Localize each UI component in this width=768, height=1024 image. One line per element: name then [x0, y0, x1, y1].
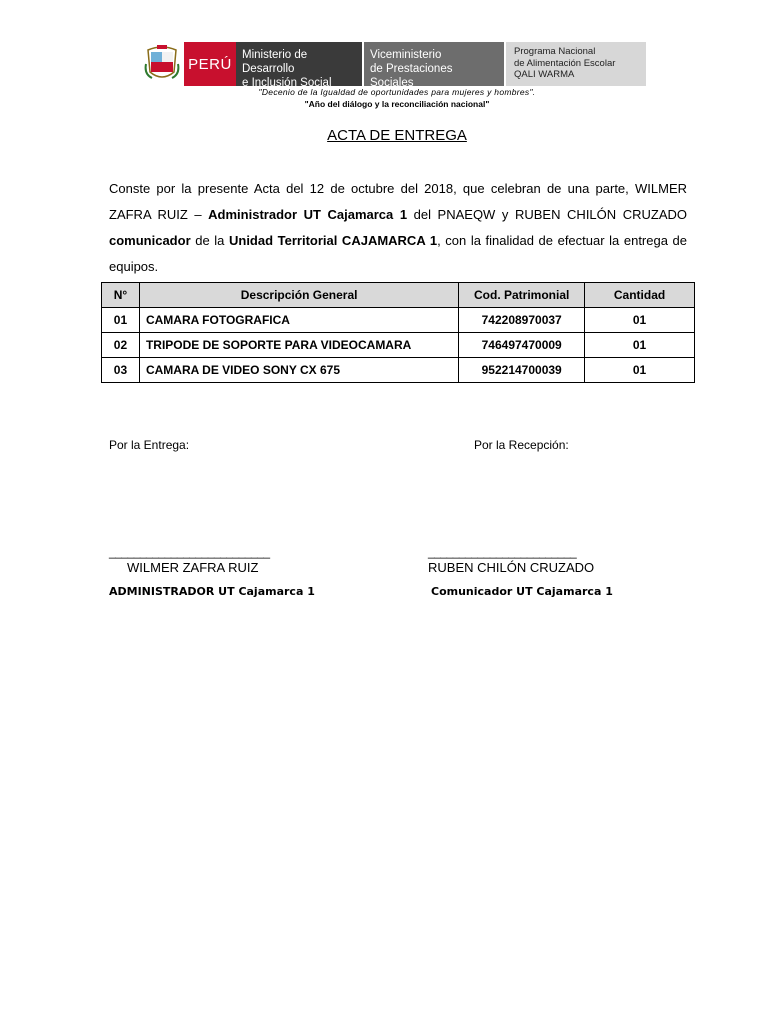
header-quantity: Cantidad [585, 283, 695, 308]
cell-number: 01 [102, 308, 140, 333]
cell-quantity: 01 [585, 358, 695, 383]
institutional-header [140, 42, 660, 89]
program-line-3: QALI WARMA [514, 69, 575, 80]
reception-label: Por la Recepción: [474, 438, 569, 452]
program-box [506, 42, 646, 86]
cell-asset-code: 746497470009 [459, 333, 585, 358]
table-row [102, 358, 695, 383]
coat-of-arms-icon [140, 42, 184, 86]
ministry-box [236, 42, 362, 89]
reception-signature-line: ________________________ [428, 545, 577, 559]
cell-description: TRIPODE DE SOPORTE PARA VIDEOCAMARA [139, 333, 458, 358]
motto-year: "Año del diálogo y la reconciliación nacional" [304, 99, 490, 109]
cell-description: CAMARA FOTOGRAFICA [139, 308, 458, 333]
reception-role: Comunicador UT Cajamarca 1 [431, 585, 613, 598]
delivery-role: ADMINISTRADOR UT Cajamarca 1 [109, 585, 315, 598]
ministry-line-2: e Inclusión Social [242, 77, 332, 89]
delivery-signature-line: __________________________ [109, 545, 270, 559]
cell-asset-code: 952214700039 [459, 358, 585, 383]
table-row [102, 308, 695, 333]
document-title: ACTA DE ENTREGA [327, 127, 467, 144]
document-paragraph [109, 176, 687, 280]
paragraph-bold-role-1: Administrador UT Cajamarca 1 [208, 207, 408, 222]
program-line-1: Programa Nacional [514, 46, 596, 57]
paragraph-bold-role-2: comunicador [109, 233, 191, 248]
paragraph-text-2: del PNAEQW y RUBEN CHILÓN CRUZADO [407, 207, 688, 222]
peru-logo: PERÚ [184, 42, 236, 86]
cell-quantity: 01 [585, 308, 695, 333]
equipment-table [101, 282, 695, 383]
ministry-line-1: Ministerio de Desarrollo [242, 49, 308, 75]
paragraph-text-1: Conste por la presente Acta del 12 de octubre del 2018, que celebran de una parte, WILMER ZAFRA RUIZ – [109, 181, 687, 222]
vice-ministry-line-2: de Prestaciones Sociales [370, 63, 453, 89]
paragraph-bold-unit: Unidad Territorial CAJAMARCA 1 [228, 233, 438, 248]
motto-decade: "Decenio de la Igualdad de oportunidades para mujeres y hombres". [258, 87, 536, 97]
cell-number: 03 [102, 358, 140, 383]
vice-ministry-line-1: Viceministerio [370, 49, 442, 61]
reception-name: RUBEN CHILÓN CRUZADO [428, 560, 595, 575]
cell-asset-code: 742208970037 [459, 308, 585, 333]
header-number: N° [102, 283, 140, 308]
cell-description: CAMARA DE VIDEO SONY CX 675 [139, 358, 458, 383]
paragraph-text-3: de la [190, 233, 229, 248]
delivery-label: Por la Entrega: [109, 438, 190, 452]
paragraph-text-4: , con la finalidad de efectuar la entrega de equipos. [109, 233, 687, 274]
header-description: Descripción General [139, 283, 458, 308]
vice-ministry-box [364, 42, 504, 89]
table-header-row [102, 283, 695, 308]
program-line-2: de Alimentación Escolar [514, 57, 616, 69]
table-row [102, 333, 695, 358]
delivery-name: WILMER ZAFRA RUIZ [127, 560, 259, 575]
cell-number: 02 [102, 333, 140, 358]
header-asset-code: Cod. Patrimonial [459, 283, 585, 308]
cell-quantity: 01 [585, 333, 695, 358]
